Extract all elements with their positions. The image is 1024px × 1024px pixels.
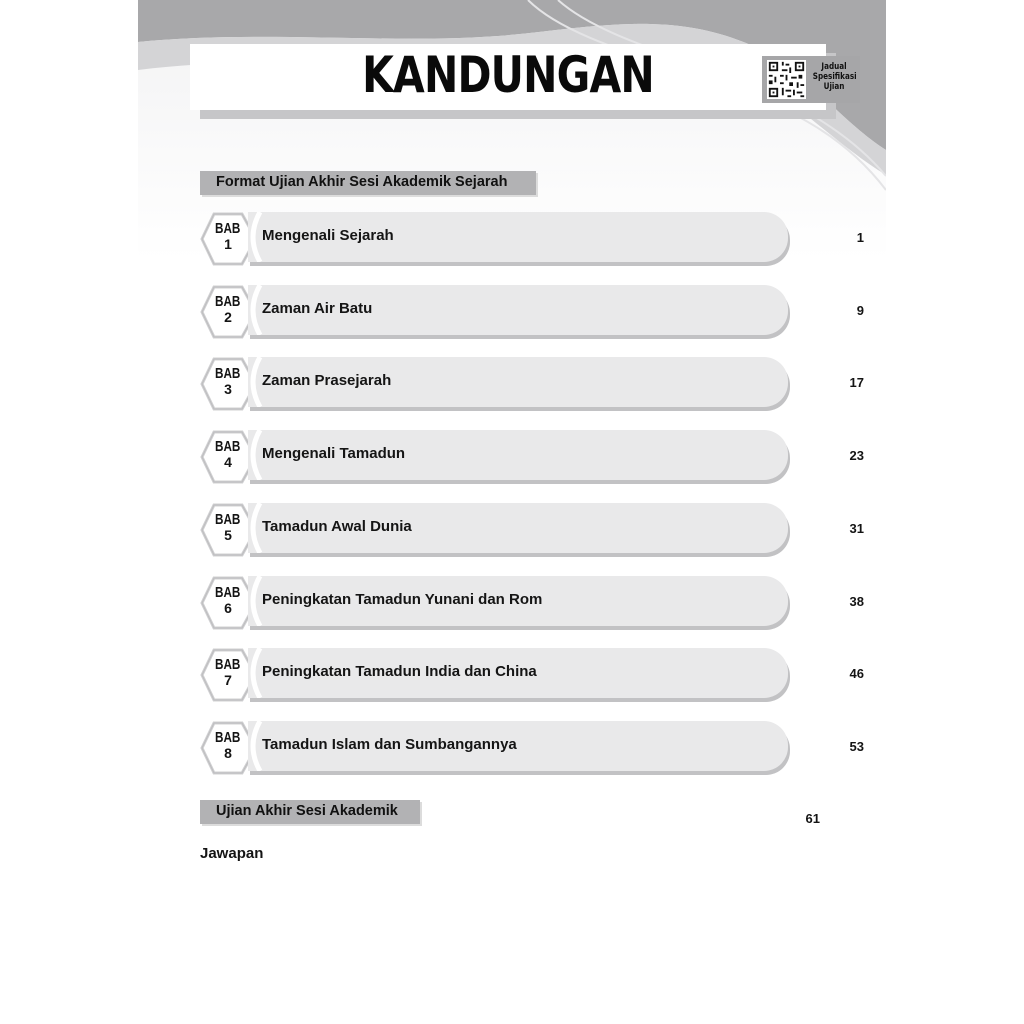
chapter-page-number: 1 bbox=[856, 230, 864, 245]
qr-code-icon[interactable] bbox=[767, 60, 806, 99]
chapter-number: 4 bbox=[224, 454, 232, 470]
chapter-prefix: BAB bbox=[215, 656, 241, 673]
chapter-number: 5 bbox=[224, 527, 232, 543]
chapter-row[interactable] bbox=[200, 430, 864, 484]
final-exam-label: Ujian Akhir Sesi Akademik bbox=[216, 803, 398, 819]
chapter-title-bar[interactable] bbox=[248, 721, 788, 771]
chapter-title-bar[interactable] bbox=[248, 503, 788, 553]
chapter-title: Tamadun Islam dan Sumbangannya bbox=[262, 736, 517, 753]
qr-label-line: Jadual bbox=[821, 62, 847, 72]
final-exam-section-tag[interactable] bbox=[200, 800, 420, 824]
chapter-title-bar[interactable] bbox=[248, 285, 788, 335]
chapter-title-bar[interactable] bbox=[248, 430, 788, 480]
contents-page bbox=[138, 0, 886, 1024]
qr-label-line: Ujian bbox=[823, 82, 845, 92]
chapter-prefix: BAB bbox=[215, 729, 241, 746]
chapter-row[interactable] bbox=[200, 285, 864, 339]
chapter-row[interactable] bbox=[200, 576, 864, 630]
chapter-title-bar[interactable] bbox=[248, 648, 788, 698]
chapter-prefix: BAB bbox=[215, 438, 241, 455]
qr-panel[interactable] bbox=[762, 56, 860, 103]
chapter-row[interactable] bbox=[200, 721, 864, 775]
chapter-prefix: BAB bbox=[215, 365, 241, 382]
chapter-title: Zaman Prasejarah bbox=[262, 372, 392, 389]
chapter-number: 8 bbox=[224, 745, 232, 761]
chapter-title-bar[interactable] bbox=[248, 576, 788, 626]
chapter-prefix: BAB bbox=[215, 511, 241, 528]
chapter-prefix: BAB bbox=[215, 220, 241, 237]
chapter-title: Peningkatan Tamadun India dan China bbox=[262, 663, 537, 680]
chapter-row[interactable] bbox=[200, 503, 864, 557]
chapter-number: 1 bbox=[224, 236, 232, 252]
page-title: KANDUNGAN bbox=[362, 46, 654, 104]
final-exam-page-number: 61 bbox=[805, 811, 820, 826]
chapter-title-bar[interactable] bbox=[248, 212, 788, 262]
chapter-page-number: 9 bbox=[856, 303, 864, 318]
chapter-number: 2 bbox=[224, 309, 232, 325]
chapter-title: Mengenali Sejarah bbox=[262, 227, 394, 244]
chapter-prefix: BAB bbox=[215, 293, 241, 310]
format-section-tag[interactable] bbox=[200, 171, 536, 195]
qr-label bbox=[813, 62, 856, 92]
chapter-page-number: 38 bbox=[849, 594, 864, 609]
qr-label-line: Spesifikasi bbox=[812, 72, 857, 82]
chapter-page-number: 31 bbox=[849, 521, 864, 536]
chapter-number: 6 bbox=[224, 600, 232, 616]
chapter-number: 3 bbox=[224, 381, 232, 397]
title-card bbox=[190, 44, 857, 110]
chapter-title: Mengenali Tamadun bbox=[262, 445, 406, 462]
chapter-page-number: 53 bbox=[849, 739, 864, 754]
chapter-title-bar[interactable] bbox=[248, 357, 788, 407]
chapter-title: Peningkatan Tamadun Yunani dan Rom bbox=[262, 591, 543, 608]
chapter-title: Zaman Air Batu bbox=[262, 300, 373, 317]
format-section-label: Format Ujian Akhir Sesi Akademik Sejarah bbox=[216, 174, 508, 190]
chapter-page-number: 17 bbox=[849, 375, 864, 390]
chapter-number: 7 bbox=[224, 672, 232, 688]
chapter-row[interactable] bbox=[200, 212, 864, 266]
chapter-page-number: 46 bbox=[849, 666, 864, 681]
chapter-row[interactable] bbox=[200, 648, 864, 702]
chapter-prefix: BAB bbox=[215, 584, 241, 601]
chapter-row[interactable] bbox=[200, 357, 864, 411]
chapter-page-number: 23 bbox=[849, 448, 864, 463]
answers-label[interactable]: Jawapan bbox=[200, 845, 264, 862]
chapter-title: Tamadun Awal Dunia bbox=[262, 518, 412, 535]
